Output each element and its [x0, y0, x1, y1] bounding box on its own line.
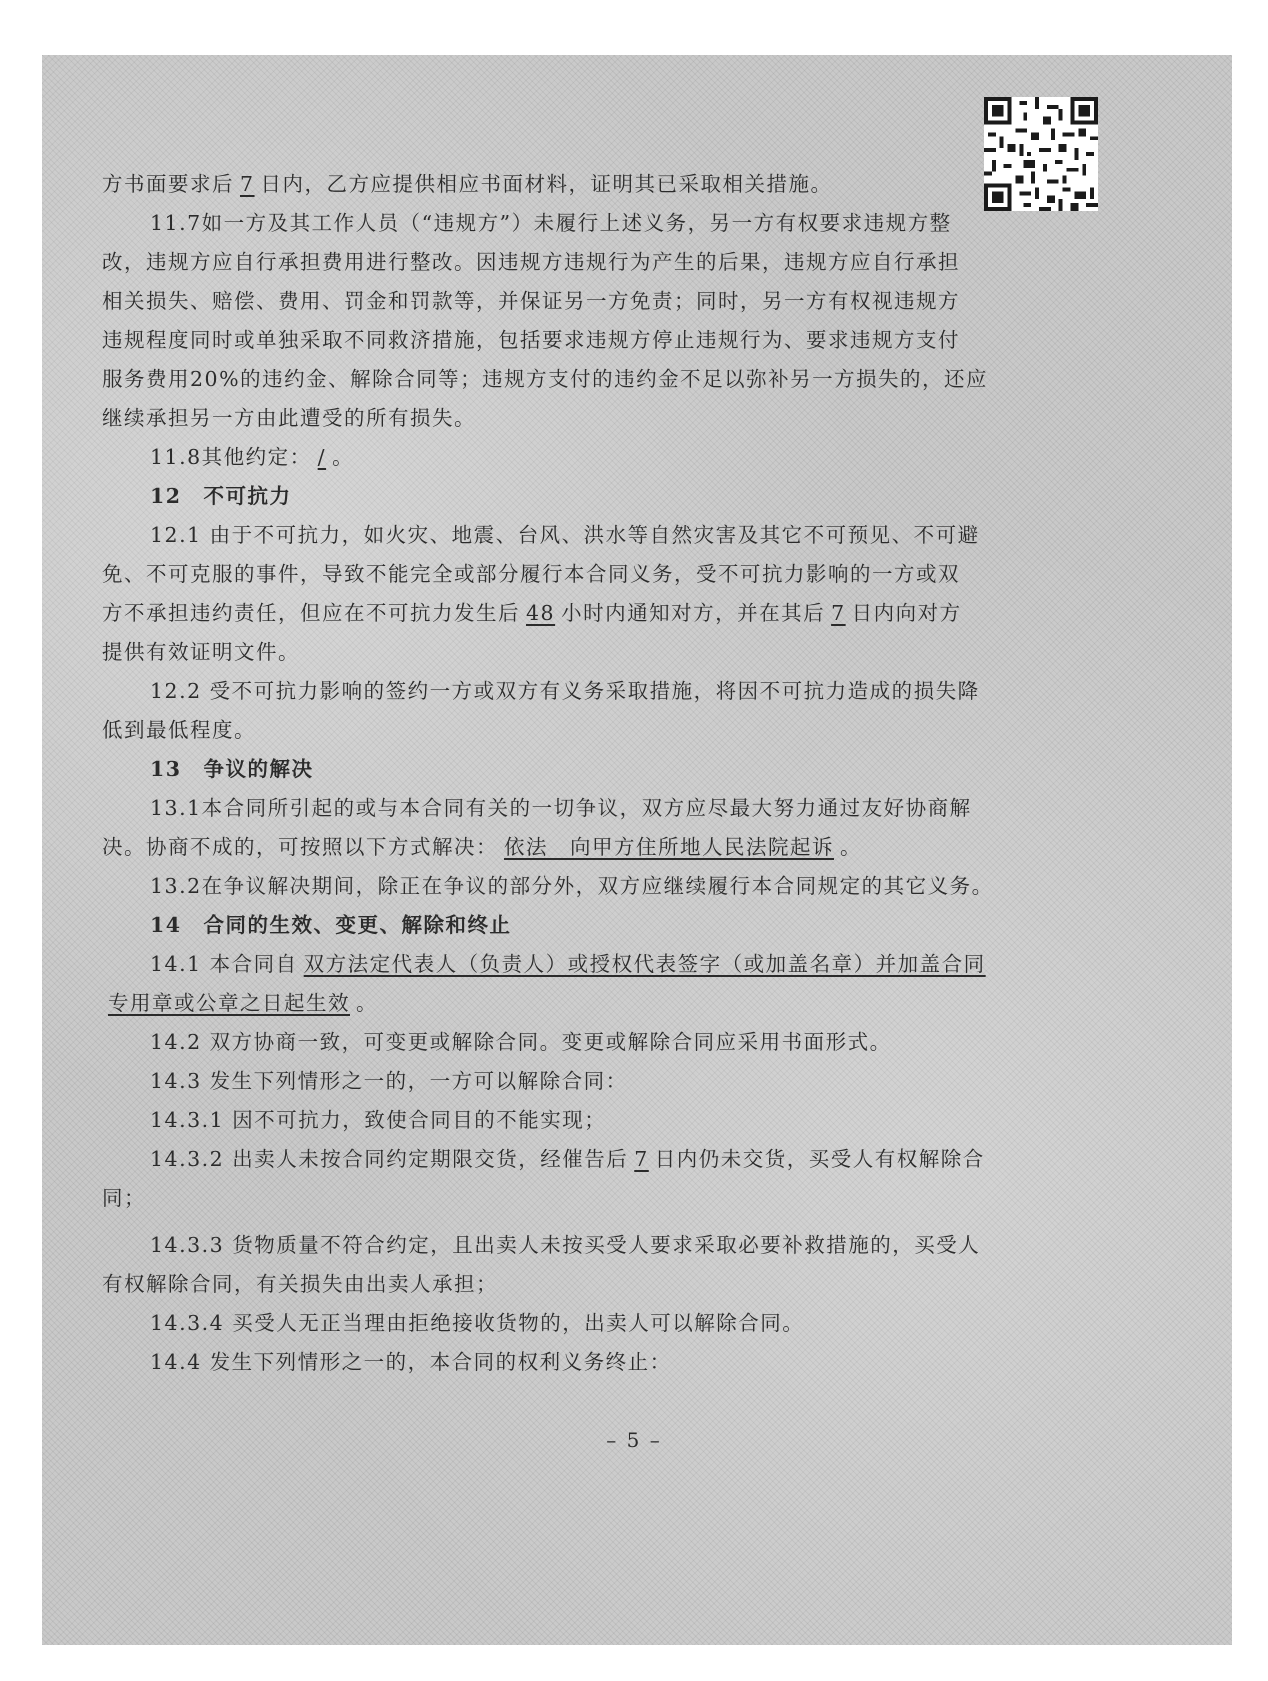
filled-blank: /: [317, 445, 327, 469]
text-line: [102, 1062, 1102, 1101]
text-line: [102, 984, 1102, 1023]
text-line: [102, 555, 1102, 594]
text-line: [102, 1265, 1102, 1304]
text-segment: 决。协商不成的，可按照以下方式解决：: [102, 835, 498, 859]
text-segment: 13.2在争议解决期间，除正在争议的部分外，双方应继续履行本合同规定的其它义务。: [150, 874, 994, 898]
text-line: [102, 438, 1102, 477]
text-segment: 有权解除合同，有关损失由出卖人承担；: [102, 1272, 498, 1296]
text-segment: 12 不可抗力: [150, 484, 292, 508]
text-segment: 服务费用20%的违约金、解除合同等；违规方支付的违约金不足以弥补另一方损失的，还应: [102, 367, 989, 391]
text-line: [102, 1140, 1102, 1179]
text-segment: 提供有效证明文件。: [102, 640, 300, 664]
text-line: [102, 204, 1102, 243]
text-segment: 方书面要求后: [102, 172, 234, 196]
filled-blank: 双方法定代表人（负责人）或授权代表签字（或加盖名章）并加盖合同: [303, 952, 986, 976]
page-number: – 5 –: [606, 1428, 662, 1452]
text-segment: 12.1 由于不可抗力，如火灾、地震、台风、洪水等自然灾害及其它不可预见、不可避: [150, 523, 980, 547]
filled-blank: 7: [240, 172, 255, 196]
text-segment: 14.1 本合同自: [150, 952, 298, 976]
text-segment: 14.3.3 货物质量不符合约定，且出卖人未按买受人要求采取必要补救措施的，买受人: [150, 1233, 981, 1257]
text-line: [102, 1023, 1102, 1062]
text-segment: 改，违规方应自行承担费用进行整改。因违规方违规行为产生的后果，违规方应自行承担: [102, 250, 960, 274]
text-segment: 违规程度同时或单独采取不同救济措施，包括要求违规方停止违规行为、要求违规方支付: [102, 328, 960, 352]
text-line: [102, 867, 1102, 906]
text-segment: 13 争议的解决: [150, 757, 314, 781]
text-line: [102, 1343, 1102, 1382]
text-segment: 14.4 发生下列情形之一的，本合同的权利义务终止：: [150, 1350, 672, 1374]
text-segment: 继续承担另一方由此遭受的所有损失。: [102, 406, 476, 430]
text-segment: 相关损失、赔偿、费用、罚金和罚款等，并保证另一方免责；同时，另一方有权视违规方: [102, 289, 960, 313]
text-line: [102, 165, 1102, 204]
text-segment: 11.8其他约定：: [150, 445, 312, 469]
filled-blank: 依法 向甲方住所地人民法院起诉: [504, 835, 834, 859]
text-line: [102, 672, 1102, 711]
text-segment: 日内，乙方应提供相应书面材料，证明其已采取相关措施。: [260, 172, 833, 196]
text-line: [102, 282, 1102, 321]
text-line: [102, 399, 1102, 438]
text-segment: 。: [840, 835, 862, 859]
text-segment: 日内仍未交货，买受人有权解除合: [654, 1147, 985, 1171]
text-line: [102, 321, 1102, 360]
text-segment: 免、不可克服的事件，导致不能完全或部分履行本合同义务，受不可抗力影响的一方或双: [102, 562, 960, 586]
text-segment: 13.1本合同所引起的或与本合同有关的一切争议，双方应尽最大努力通过友好协商解: [150, 796, 972, 820]
text-line: [102, 1101, 1102, 1140]
text-line: [102, 1304, 1102, 1343]
text-line: [102, 828, 1102, 867]
text-segment: 14.3.4 买受人无正当理由拒绝接收货物的，出卖人可以解除合同。: [150, 1311, 805, 1335]
text-segment: 14 合同的生效、变更、解除和终止: [150, 913, 512, 937]
text-line: [102, 1179, 1102, 1218]
text-segment: 小时内通知对方，并在其后: [561, 601, 826, 625]
text-line: [102, 360, 1102, 399]
filled-blank: 7: [634, 1147, 649, 1171]
text-segment: 14.3 发生下列情形之一的，一方可以解除合同：: [150, 1069, 628, 1093]
filled-blank: 48: [526, 601, 556, 625]
section-heading: [102, 477, 1102, 516]
text-line: [102, 633, 1102, 672]
text-segment: 12.2 受不可抗力影响的签约一方或双方有义务采取措施，将因不可抗力造成的损失降: [150, 679, 980, 703]
text-line: [102, 711, 1102, 750]
text-segment: 11.7如一方及其工作人员（“违规方”）未履行上述义务，另一方有权要求违规方整: [150, 211, 952, 235]
text-segment: 同；: [102, 1186, 146, 1210]
section-heading: [102, 906, 1102, 945]
filled-blank: 7: [831, 601, 846, 625]
text-line: [102, 516, 1102, 555]
section-heading: [102, 750, 1102, 789]
text-line: [102, 1226, 1102, 1265]
text-segment: 14.3.2 出卖人未按合同约定期限交货，经催告后: [150, 1147, 629, 1171]
text-line: [102, 594, 1102, 633]
contract-text: [102, 165, 1102, 1382]
filled-blank: 专用章或公章之日起生效: [108, 991, 350, 1015]
text-segment: 低到最低程度。: [102, 718, 256, 742]
text-line: [102, 243, 1102, 282]
text-segment: 。: [356, 991, 378, 1015]
text-line: [102, 789, 1102, 828]
text-segment: 14.3.1 因不可抗力，致使合同目的不能实现；: [150, 1108, 607, 1132]
text-line: [102, 945, 1102, 984]
text-segment: 方不承担违约责任，但应在不可抗力发生后: [102, 601, 520, 625]
text-segment: 日内向对方: [851, 601, 962, 625]
text-segment: 。: [332, 445, 355, 469]
text-segment: 14.2 双方协商一致，可变更或解除合同。变更或解除合同应采用书面形式。: [150, 1030, 892, 1054]
